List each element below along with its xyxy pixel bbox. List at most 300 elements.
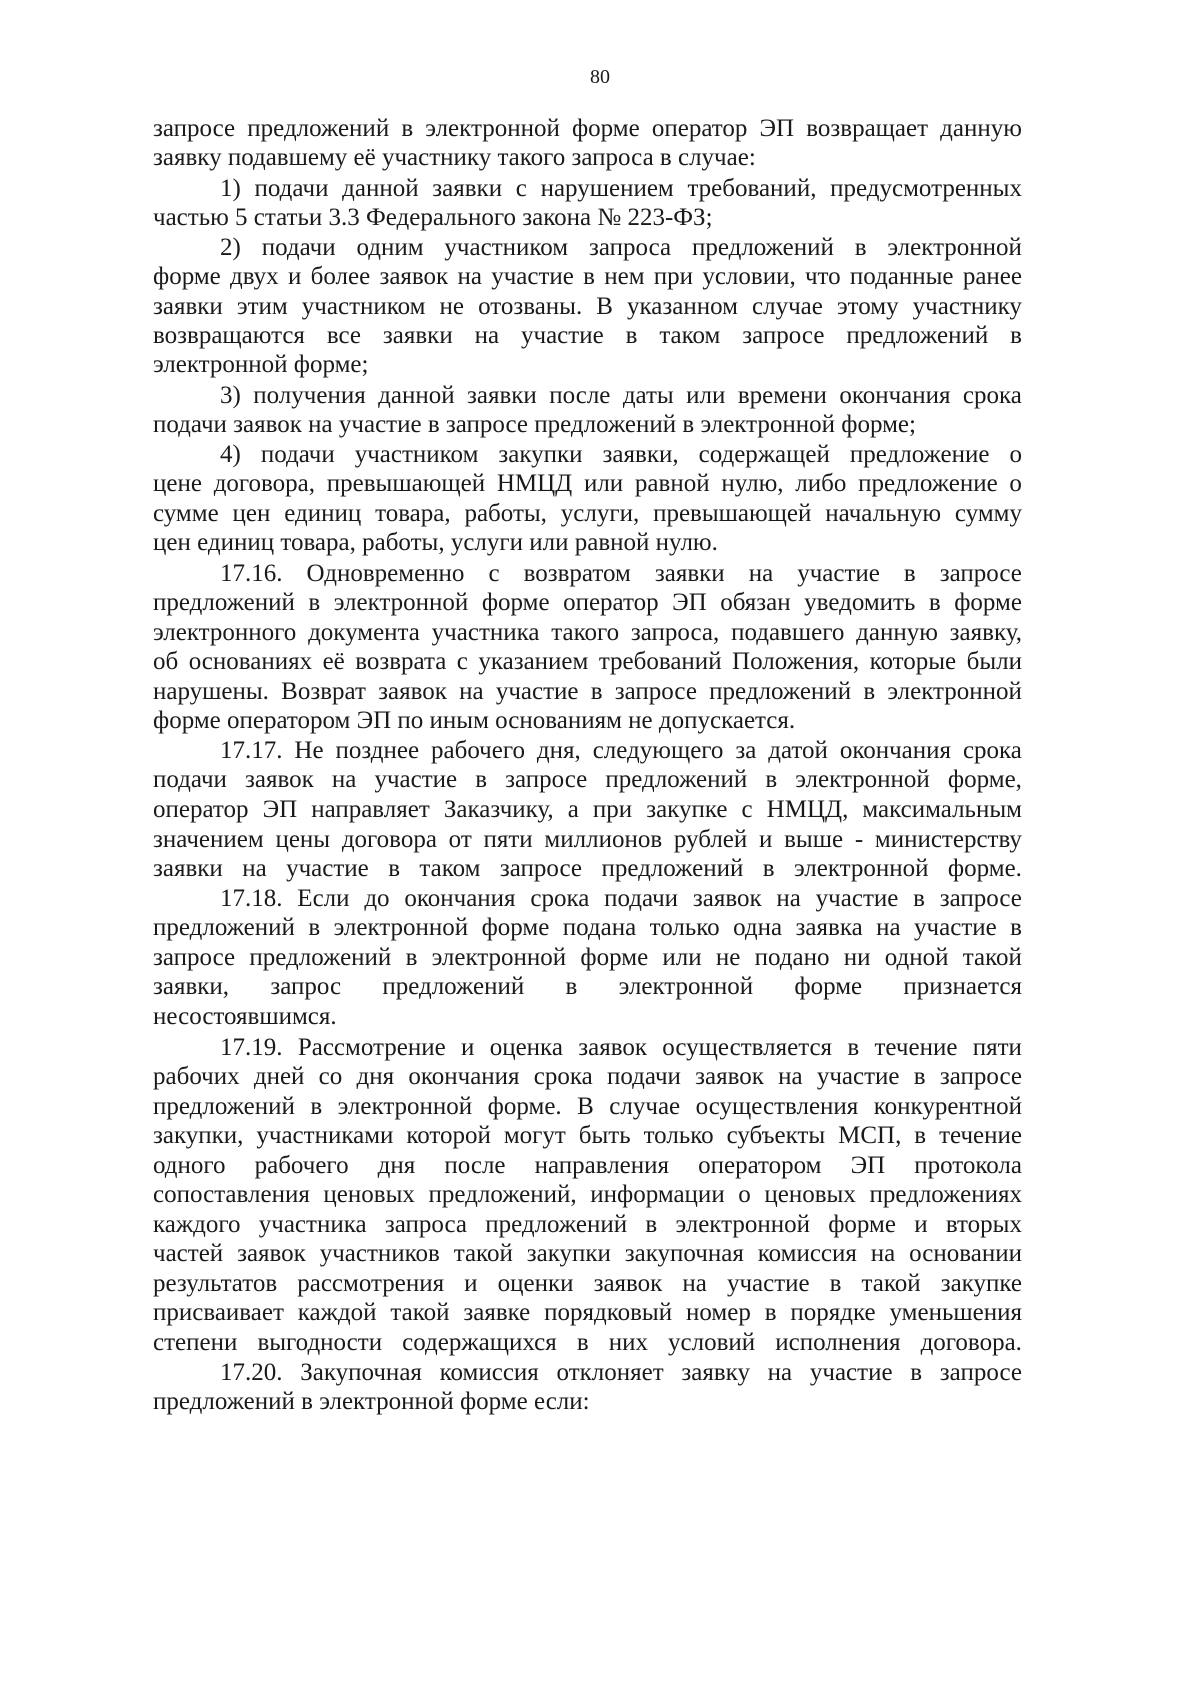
word: на [474, 322, 500, 349]
word: форме [571, 115, 640, 142]
word: протокола [914, 1152, 1022, 1179]
word: заявок [593, 1270, 663, 1297]
word: такого [551, 619, 620, 646]
word: рабочего [254, 1152, 349, 1179]
word: Положения, [732, 648, 860, 675]
word: отклоняет [556, 1359, 664, 1386]
word: закупки [498, 441, 583, 468]
word: рассмотрения [297, 1270, 445, 1297]
word: только [649, 914, 720, 941]
word: цены [275, 826, 331, 853]
text-line [153, 1151, 1022, 1181]
text-line [153, 913, 1022, 943]
word: пяти [972, 1034, 1022, 1061]
text-line [220, 1033, 1022, 1063]
word: такой [453, 1240, 513, 1267]
word: запросе [939, 560, 1022, 587]
word: вторых [945, 1211, 1022, 1238]
word: содержащей [698, 441, 830, 468]
word: заявки [432, 175, 503, 202]
word: товара, [375, 500, 451, 527]
word: в [308, 914, 321, 941]
word: предложений [691, 234, 834, 261]
text-line [153, 292, 1022, 322]
word: такой [861, 1270, 921, 1297]
word: запроса, [630, 619, 720, 646]
word: заявки [654, 560, 725, 587]
word: в [645, 1211, 658, 1238]
word: этому [836, 293, 899, 320]
word: в [388, 855, 400, 882]
word: за [735, 737, 757, 764]
text-line: электронной форме; [153, 351, 369, 378]
word: в [1010, 914, 1022, 941]
text-line [153, 469, 1022, 499]
word: нарушены. [153, 678, 269, 705]
word: нем [604, 263, 645, 290]
text-line: предложений в электронной форме если: [153, 1388, 590, 1415]
word: окончания [408, 1063, 520, 1090]
word: заявки [153, 855, 223, 882]
word: окончания [839, 382, 951, 409]
word: договора [341, 826, 437, 853]
word: в [401, 115, 414, 142]
word: в [765, 766, 778, 793]
word: признается [903, 973, 1022, 1000]
word: в [764, 1299, 777, 1326]
text-line [153, 1210, 1022, 1240]
word: Не [294, 737, 324, 764]
word: дня [377, 1152, 416, 1179]
word: в [762, 855, 775, 882]
word: информации [590, 1181, 725, 1208]
word: такой [962, 944, 1022, 971]
text-line [153, 588, 1022, 618]
word: участника [258, 1211, 367, 1238]
word: с [488, 560, 500, 587]
text-line: частью 5 статьи 3.3 Федерального закона № 223-ФЗ; [153, 204, 713, 231]
word: окончания [839, 737, 952, 764]
word: закупки [526, 1240, 611, 1267]
word: могут [503, 1122, 566, 1149]
word: оператор [153, 796, 249, 823]
text-line [220, 1358, 1022, 1388]
word: а [567, 796, 579, 823]
word: комиссия [757, 1240, 857, 1267]
word: рабочих [153, 1063, 240, 1090]
word: уменьшения [889, 1299, 1022, 1326]
word: основании [909, 1240, 1022, 1267]
word: условий [668, 1329, 756, 1356]
word: заявку, [949, 619, 1022, 646]
word: срока [533, 1063, 593, 1090]
word: подачи [254, 175, 329, 202]
word: случае [609, 1093, 681, 1120]
text-line [153, 677, 1022, 707]
word: не [439, 293, 465, 320]
text-line [153, 321, 1022, 351]
word: В [577, 1093, 594, 1120]
word: на [767, 1359, 793, 1386]
word: отозваны. [478, 293, 583, 320]
text-line [153, 1328, 1022, 1358]
word: возвращаются [153, 322, 305, 349]
word: в [625, 322, 638, 349]
text-line [153, 1092, 1022, 1122]
word: с [515, 175, 527, 202]
word: 3) [220, 382, 241, 409]
word: работы, [464, 500, 547, 527]
word: одним [356, 234, 424, 261]
word: либо [795, 470, 847, 497]
word: позднее [335, 737, 420, 764]
word: её [322, 648, 345, 675]
word: заявок [237, 1240, 306, 1267]
word: запрос [270, 973, 342, 1000]
word: запросе [153, 944, 236, 971]
word: рублей [673, 826, 748, 853]
word: при [653, 263, 694, 290]
word: запросе [742, 322, 825, 349]
word: которой [406, 1122, 491, 1149]
text-line [153, 795, 1022, 825]
word: времени [737, 382, 827, 409]
word: частей [153, 1240, 224, 1267]
word: Заказчику, [443, 796, 554, 823]
word: 17.18. [220, 885, 283, 912]
word: предложений, [428, 1181, 577, 1208]
word: форме [481, 589, 550, 616]
word: на [748, 560, 774, 587]
word: каждой [297, 1299, 377, 1326]
word: предложений [601, 855, 744, 882]
text-line [220, 440, 1022, 470]
word: запросе [939, 885, 1022, 912]
text-line [153, 1180, 1022, 1210]
word: предложений [247, 115, 390, 142]
word: сопоставления [153, 1181, 310, 1208]
text-line [220, 233, 1022, 263]
word: в [565, 973, 578, 1000]
word: подано [754, 944, 830, 971]
word: участие [816, 1063, 900, 1090]
word: заявок [578, 1034, 647, 1061]
word: указанием [478, 648, 589, 675]
word: в [576, 1329, 589, 1356]
word: подана [562, 914, 637, 941]
word: такой [390, 1299, 450, 1326]
word: участие [286, 855, 369, 882]
word: НМЦД [496, 470, 573, 497]
text-line [153, 1269, 1022, 1299]
word: электронного [153, 619, 297, 646]
word: на [457, 263, 482, 290]
word: участнику [912, 293, 1022, 320]
word: подачи [260, 441, 335, 468]
word: этим [236, 293, 288, 320]
word: участником [301, 293, 426, 320]
word: подачи [604, 885, 679, 912]
word: заявок [378, 678, 447, 705]
word: получения [253, 382, 366, 409]
word: закупки, [153, 1122, 244, 1149]
text-line [153, 854, 1022, 884]
word: превышающей [326, 470, 486, 497]
word: участие [495, 678, 579, 705]
word: участниками [256, 1122, 394, 1149]
word: заявка [795, 914, 863, 941]
word: предложений [846, 322, 989, 349]
word: электронной [425, 115, 560, 142]
word: в [583, 263, 595, 290]
word: электронной [337, 1093, 473, 1120]
word: в [928, 589, 941, 616]
word: договора, [213, 470, 316, 497]
word: 17.16. [220, 560, 283, 587]
word: и [759, 826, 773, 853]
word: со [318, 1063, 343, 1090]
word: дня [356, 1063, 395, 1090]
text-line [153, 825, 1022, 855]
word: Закупочная [300, 1359, 422, 1386]
word: быть [578, 1122, 631, 1149]
word: в [829, 1270, 842, 1297]
word: НМЦД, [766, 796, 849, 823]
word: Если [297, 885, 350, 912]
word: форме [794, 973, 863, 1000]
word: превышающей [653, 500, 812, 527]
word: ЭП [262, 796, 298, 823]
word: участника [431, 619, 540, 646]
word: Возврат [281, 678, 366, 705]
word: 4) [220, 441, 241, 468]
word: ЭП [672, 589, 707, 616]
word: и [914, 1211, 928, 1238]
word: участие [815, 885, 899, 912]
word: оператор [651, 115, 748, 142]
word: условии, [702, 263, 796, 290]
word: предложений [153, 589, 295, 616]
text-line [220, 559, 1022, 589]
text-line [153, 618, 1022, 648]
text-line: несостоявшимся. [153, 1003, 337, 1030]
text-line [153, 647, 1022, 677]
word: на [682, 1270, 707, 1297]
word: Одновременно [306, 560, 465, 587]
word: выше [784, 826, 844, 853]
word: них [608, 1329, 648, 1356]
word: двух [230, 263, 279, 290]
word: предложений [709, 678, 852, 705]
word: запросе [614, 678, 697, 705]
word: одного [153, 1152, 226, 1179]
word: следующего [592, 737, 724, 764]
word: возврата [355, 648, 447, 675]
word: Рассмотрение [297, 1034, 446, 1061]
word: в [405, 944, 418, 971]
word: заявок [695, 1063, 764, 1090]
word: 17.19. [220, 1034, 283, 1061]
word: порядковый [544, 1299, 673, 1326]
word: или [686, 382, 726, 409]
word: требований, [687, 175, 817, 202]
word: заявки [153, 293, 223, 320]
text-line [220, 736, 1022, 766]
word: на [459, 678, 484, 705]
word: нарушением [540, 175, 674, 202]
word: подавшего [731, 619, 845, 646]
word: оператор [563, 589, 659, 616]
word: которые [869, 648, 957, 675]
word: участие [726, 1270, 810, 1297]
word: течение [874, 1034, 958, 1061]
word: о [1009, 470, 1022, 497]
text-line [153, 1298, 1022, 1328]
word: запросе [505, 766, 588, 793]
word: форме [153, 263, 221, 290]
word: рабочего [431, 737, 525, 764]
word: форме. [487, 1093, 562, 1120]
word: заявки, [602, 441, 679, 468]
word: В [596, 293, 613, 320]
word: степени [153, 1329, 238, 1356]
word: срока [530, 885, 590, 912]
word: направляет [311, 796, 430, 823]
word: участником [444, 234, 569, 261]
word: предложениях [869, 1181, 1022, 1208]
word: в [1010, 322, 1022, 349]
word: ранее [962, 263, 1022, 290]
word: направления [534, 1152, 670, 1179]
word: запросе [153, 115, 236, 142]
word: сумму [954, 500, 1022, 527]
word: в [308, 589, 321, 616]
word: заявки [382, 322, 453, 349]
text-line [220, 174, 1022, 204]
word: датой [768, 737, 828, 764]
word: подачи [606, 1063, 681, 1090]
word: на [242, 855, 267, 882]
word: основаниях [188, 648, 313, 675]
word: при [592, 796, 633, 823]
text-line [153, 943, 1022, 973]
word: порядке [790, 1299, 876, 1326]
word: запросе [939, 1063, 1022, 1090]
word: равной [634, 470, 710, 497]
word: все [326, 322, 361, 349]
word: закупке [940, 1270, 1022, 1297]
text-line [153, 1239, 1022, 1269]
word: заявок [692, 885, 762, 912]
text-line: форме оператором ЭП по иным основаниям не допускается. [153, 707, 796, 734]
word: в [475, 766, 488, 793]
word: ни [843, 944, 871, 971]
word: услуги, [560, 500, 640, 527]
word: документа [308, 619, 420, 646]
word: электронной [675, 1211, 810, 1238]
text-line [220, 884, 1022, 914]
word: договора. [920, 1329, 1022, 1356]
word: указанном [627, 293, 738, 320]
word: участие [521, 322, 604, 349]
word: запроса [588, 234, 672, 261]
word: форме [580, 944, 649, 971]
word: комиссия [439, 1359, 539, 1386]
word: заявке [463, 1299, 531, 1326]
word: в [913, 885, 925, 912]
word: срока [962, 737, 1022, 764]
word: сумме [153, 500, 219, 527]
word: участие [491, 263, 574, 290]
text-line [153, 972, 1022, 1002]
word: участие [797, 560, 880, 587]
word: о [738, 1181, 751, 1208]
word: электронной [431, 944, 567, 971]
word: в [847, 1034, 860, 1061]
word: не [715, 944, 741, 971]
word: до [364, 885, 390, 912]
word: возвратом [523, 560, 631, 587]
word: каждого [153, 1211, 241, 1238]
word: присваивает [153, 1299, 284, 1326]
word: в [590, 678, 603, 705]
word: электронной [887, 678, 1022, 705]
text-line: подачи заявок на участие в запросе предложений в электронной форме; [153, 411, 916, 438]
word: что [804, 263, 841, 290]
word: выгодности [257, 1329, 383, 1356]
word: течение [939, 1122, 1022, 1149]
word: заявку [681, 1359, 750, 1386]
word: после [549, 382, 611, 409]
word: предложение [849, 441, 990, 468]
word: подачи [153, 766, 227, 793]
word: данную [856, 619, 938, 646]
word: в [903, 560, 916, 587]
word: более [310, 263, 371, 290]
word: в [863, 678, 876, 705]
word: значением [153, 826, 264, 853]
word: участие [374, 766, 458, 793]
word: или [583, 470, 624, 497]
word: ЭП [759, 115, 795, 142]
word: уведомить [804, 589, 916, 616]
word: субъекты [726, 1122, 826, 1149]
word: на [331, 766, 357, 793]
word: МСП, [838, 1122, 902, 1149]
word: 17.17. [220, 737, 283, 764]
word: участников [319, 1240, 440, 1267]
word: от [448, 826, 472, 853]
word: форме. [947, 855, 1022, 882]
word: форме [481, 914, 550, 941]
word: дней [253, 1063, 305, 1090]
word: данной [378, 382, 455, 409]
word: цене [153, 470, 202, 497]
word: ценовых [323, 1181, 415, 1208]
word: содержащихся [402, 1329, 557, 1356]
word: в [914, 1122, 927, 1149]
word: на [870, 1240, 896, 1267]
word: осуществления [695, 1093, 859, 1120]
text-line: заявку подавшему её участнику такого запроса в случае: [153, 144, 756, 171]
word: предложений [249, 944, 392, 971]
word: электронной [618, 973, 754, 1000]
word: электронной [795, 766, 930, 793]
word: оператором [698, 1152, 822, 1179]
word: в [913, 1063, 926, 1090]
text-line [153, 114, 1022, 144]
word: запроса [384, 1211, 467, 1238]
